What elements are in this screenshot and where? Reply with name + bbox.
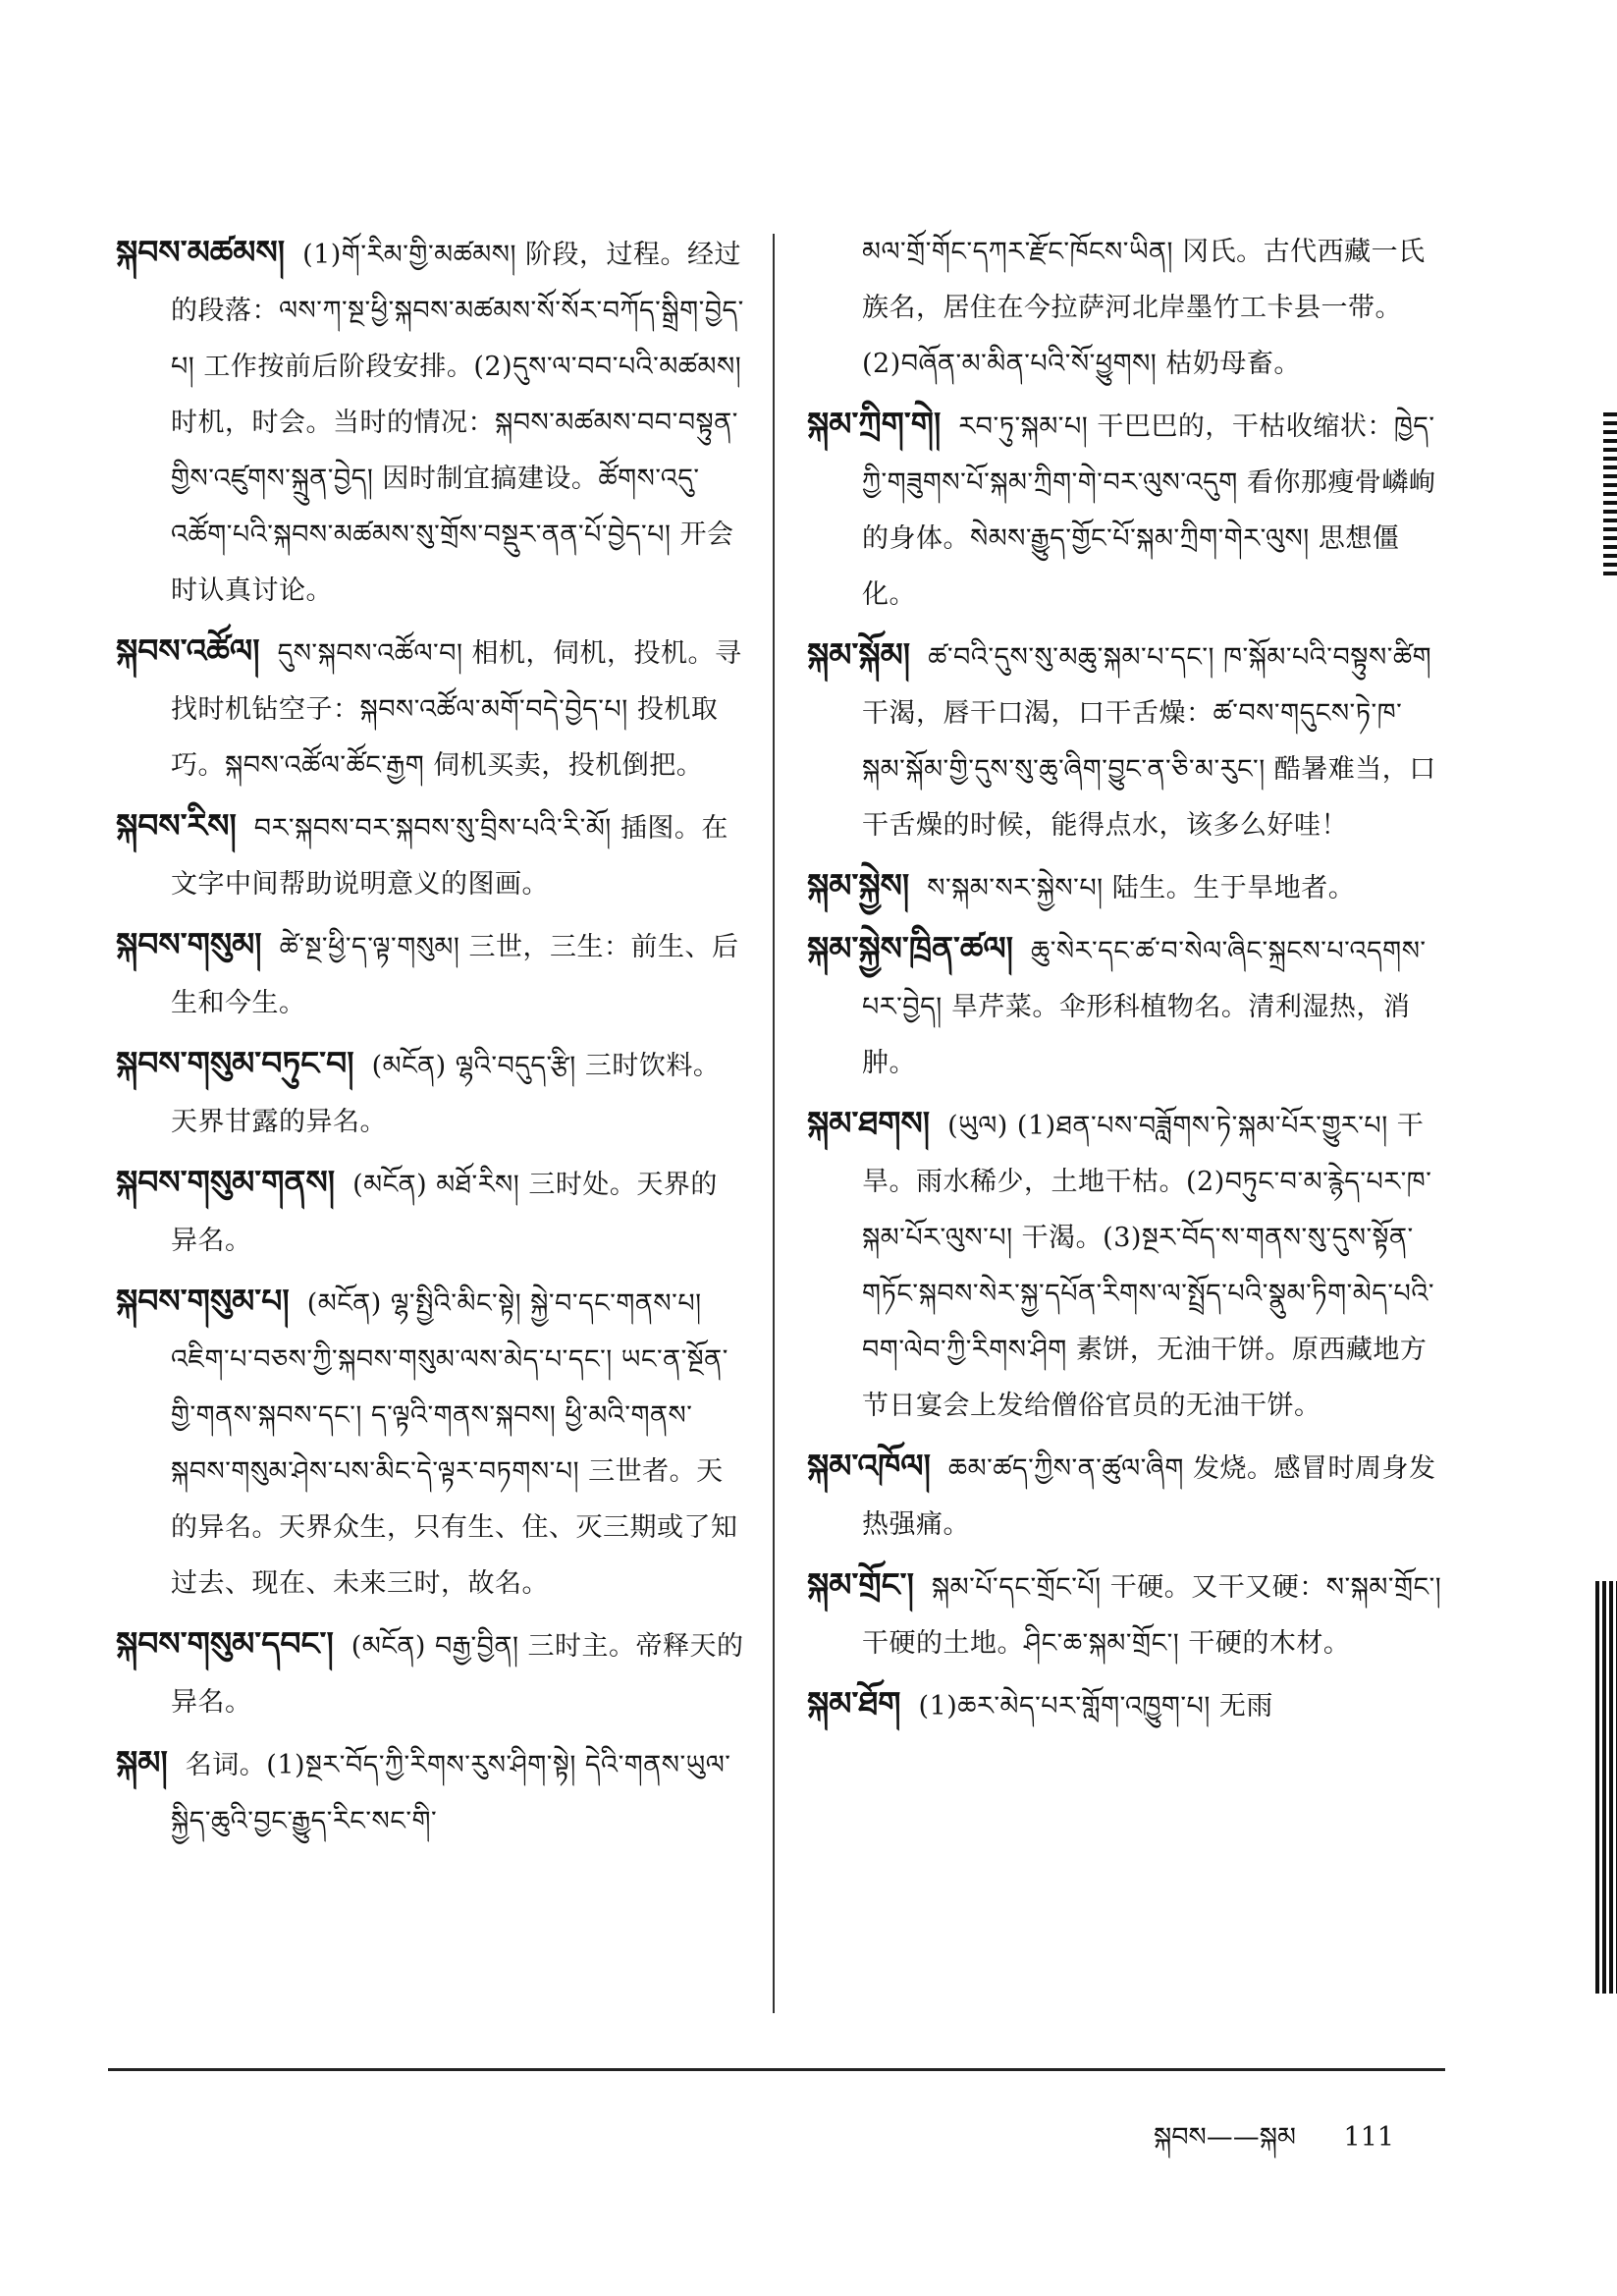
page-range-label: སྐབས——སྐམ — [1154, 2122, 1296, 2153]
entry-headword: སྐམ་གྲོང་། — [807, 1565, 914, 1604]
entry-definition: (ཡུལ) (1)ཐན་པས་བཟློགས་ཏེ་སྐམ་པོར་གྱུར་པ། 干旱。雨水稀少，土地干枯。(2)བཏུང་བ་མ་རྙེད་པར་ཁ་སྐམ་པོར་ལུས་པ། 干渴。(3)སྔར་བོད་ས་གནས་སུ་དུས་སྟོན་གཏོང་སྐབས་སེར་སྐྱ་དཔོན་རིགས་ལ་སྤྲོད་པའི་སྣུམ་ཏིག་མེད་པའི་བག་ལེབ་ཀྱི་རིགས་ཤིག 素饼，无油干饼。原西藏地方节日宴会上发给僧俗官员的无油干饼。 — [862, 1111, 1435, 1421]
entry-definition: (1)གོ་རིམ་གྱི་མཚམས། 阶段，过程。经过的段落：ལས་ཀ་སྔ་ཕྱི་སྐབས་མཚམས་སོ་སོར་བཀོད་སྒྲིག་བྱེད་པ། 工作按前后阶段安排。(2)དུས་ལ་བབ་པའི་མཚམས། 时机，时会。当时的情况：སྐབས་མཚམས་བབ་བསྟུན་གྱིས་འཛུགས་སྐྲུན་བྱེད། 因时制宜搞建设。ཚོགས་འདུ་འཚོག་པའི་སྐབས་མཚམས་སུ་གྲོས་བསྡུར་ནན་པོ་བྱེད་པ། 开会时认真讨论。 — [171, 240, 744, 606]
entry-headword: སྐབས་འཚོལ། — [116, 631, 260, 670]
page-number: 111 — [1343, 2122, 1395, 2153]
entry-definition: (མངོན) བརྒྱ་བྱིན། 三时主。帝释天的异名。 — [171, 1631, 744, 1718]
entry-headword: སྐབས་གསུམ་གནས། — [116, 1163, 336, 1201]
dictionary-entry — [807, 1675, 1445, 1734]
dictionary-entry — [116, 797, 744, 912]
entry-definition: (མངོན) ལྷའི་བདུད་རྩི། 三时饮料。天界甘露的异名。 — [171, 1051, 721, 1137]
right-column — [807, 224, 1445, 1738]
dictionary-entry — [116, 1734, 744, 1849]
entry-definition: དུས་སྐབས་འཚོལ་བ། 相机，伺机，投机。寻找时机钻空子：སྐབས་འཚོལ་མགོ་བདེ་བྱེད་པ། 投机取巧。སྐབས་འཚོལ་ཚོང་རྒྱག 伺机买卖，投机倒把。 — [171, 638, 742, 781]
dictionary-entry — [116, 1035, 744, 1150]
entry-headword: སྐབས་གསུམ། — [116, 925, 262, 963]
dictionary-entry — [116, 224, 744, 619]
entry-definition: 名词。(1)སྔར་བོད་ཀྱི་རིགས་རུས་ཤིག་སྟེ། དེའི་གནས་ཡུལ་སྐྱིད་ཆུའི་བྱང་རྒྱུད་རིང་སང་གི་ — [171, 1750, 731, 1836]
dictionary-entry — [807, 224, 1445, 392]
entry-headword: སྐམ་ཀྲིག་གེ། — [807, 405, 942, 443]
dictionary-entry — [116, 916, 744, 1031]
dictionary-entry — [116, 1273, 744, 1612]
entry-definition: ཚེ་སྔ་ཕྱི་ད་ལྟ་གསུམ། 三世，三生：前生、后生和今生。 — [171, 932, 739, 1018]
footer-rule — [108, 2068, 1445, 2071]
entry-definition: ཆམ་ཚད་ཀྱིས་ན་ཚུལ་ཞིག 发烧。感冒时周身发热强痛。 — [862, 1453, 1436, 1540]
dictionary-entry — [116, 1615, 744, 1730]
entry-definition: རབ་ཏུ་སྐམ་པ། 干巴巴的，干枯收缩状：ཁྱེད་ཀྱི་གཟུགས་པོ་སྐམ་ཀྲིག་གེ་བར་ལུས་འདུག 看你那瘦骨嶙峋的身体。སེམས་རྒྱུད་གྱོང་པོ་སྐམ་ཀྲིག་གེར་ལུས། 思想僵化。 — [862, 411, 1436, 610]
entry-headword: སྐབས་གསུམ་པ། — [116, 1282, 290, 1320]
edge-thumb-mark-top — [1603, 412, 1617, 579]
column-divider — [773, 234, 775, 2013]
entry-headword: སྐམ་སྐྱེས། — [807, 866, 910, 904]
entry-definition: སྐམ་པོ་དང་གྲོང་པོ། 干硬。又干又硬：ས་སྐམ་གྲོང་། 干硬的土地。ཤིང་ཆ་སྐམ་གྲོང་། 干硬的木材。 — [862, 1572, 1442, 1659]
entry-definition: ཆུ་སེར་དང་ཚ་བ་སེལ་ཞིང་སྐྲངས་པ་འདགས་པར་བྱེད། 旱芹菜。伞形科植物名。清利湿热，消肿。 — [862, 936, 1427, 1078]
entry-definition: (མངོན) ལྷ་སྤྱིའི་མིང་སྟེ། སྐྱེ་བ་དང་གནས་པ། འཇིག་པ་བཅས་ཀྱི་སྐབས་གསུམ་ལས་མེད་པ་དང་། ཡང་ན་སྔོན་གྱི་གནས་སྐབས་དང་། ད་ལྟའི་གནས་སྐབས། ཕྱི་མའི་གནས་སྐབས་གསུམ་ཤེས་པས་མིང་དེ་ལྟར་བཏགས་པ། 三世者。天的异名。天界众生，只有生、住、灭三期或了知过去、现在、未来三时，故名。 — [171, 1288, 738, 1599]
entry-definition: མལ་གྲོ་གོང་དཀར་རྫོང་ཁོངས་ཡིན། 冈氏。古代西藏一氏族名，居住在今拉萨河北岸墨竹工卡县一带。(2)བཞོན་མ་མིན་པའི་སོ་ཕྱུགས། 枯奶母畜。 — [862, 237, 1426, 379]
entry-headword: སྐབས་རིས། — [116, 806, 237, 845]
entry-headword: སྐམ་འཁོལ། — [807, 1447, 931, 1485]
entry-definition: བར་སྐབས་བར་སྐབས་སུ་བྲིས་པའི་རི་མོ། 插图。在文字中间帮助说明意义的图画。 — [171, 813, 728, 900]
dictionary-entry — [807, 1557, 1445, 1671]
dictionary-entry — [116, 623, 744, 793]
dictionary-entry — [807, 920, 1445, 1091]
left-column — [116, 224, 744, 1853]
page-footer — [1154, 2107, 1394, 2182]
entry-headword: སྐམ་སྐོམ། — [807, 635, 911, 674]
dictionary-entry — [807, 627, 1445, 853]
edge-thumb-mark-bottom — [1595, 1581, 1617, 1994]
entry-headword: སྐབས་མཚམས། — [116, 233, 286, 271]
entry-headword: སྐམ། — [116, 1743, 168, 1781]
entry-headword: སྐམ་སྐྱེས་ཁྲིན་ཚལ། — [807, 929, 1014, 967]
dictionary-entry — [807, 857, 1445, 916]
entry-headword: སྐབས་གསུམ་དབང་། — [116, 1624, 334, 1663]
dictionary-entry — [807, 396, 1445, 623]
entry-definition: (མངོན) མཐོ་རིས། 三时处。天界的异名。 — [171, 1170, 718, 1256]
entry-definition: ས་སྐམ་སར་སྐྱེས་པ། 陆生。生于旱地者。 — [927, 873, 1356, 903]
entry-definition: (1)ཆར་མེད་པར་གློག་འཁྱུག་པ། 无雨 — [918, 1691, 1273, 1722]
entry-headword: སྐམ་ཐགས། — [807, 1104, 931, 1142]
dictionary-entry — [807, 1438, 1445, 1553]
dictionary-entry — [807, 1095, 1445, 1434]
dictionary-entry — [116, 1154, 744, 1269]
entry-headword: སྐམ་ཐོག — [807, 1684, 901, 1722]
entry-headword: སྐབས་གསུམ་བཏུང་བ། — [116, 1044, 354, 1082]
entry-definition: ཚ་བའི་དུས་སུ་མཆུ་སྐམ་པ་དང་། ཁ་སྐོམ་པའི་བསྟུས་ཚིག 干渴，唇干口渴，口干舌燥：ཚ་བས་གདུངས་ཏེ་ཁ་སྐམ་སྐོམ་གྱི་དུས་སུ་ཆུ་ཞིག་བྱུང་ན་ཅི་མ་རུང་། 酷暑难当，口干舌燥的时候，能得点水，该多么好哇！ — [862, 642, 1436, 841]
